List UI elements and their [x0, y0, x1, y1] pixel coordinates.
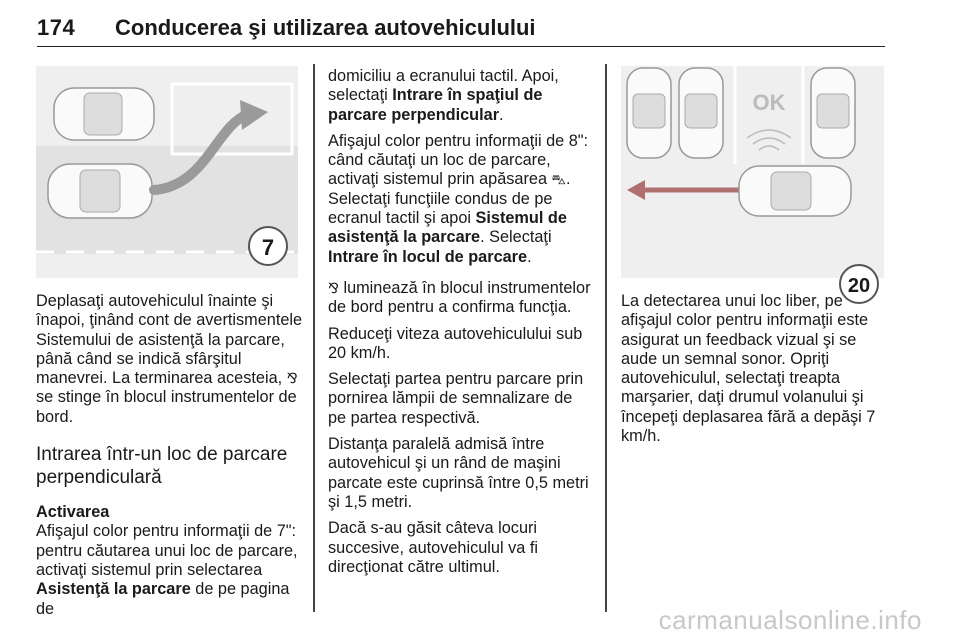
- left-column: [36, 292, 304, 626]
- figure-number-badge: 20: [839, 264, 879, 304]
- car-sensor-icon: ⛍: [551, 171, 566, 188]
- moving-car: [48, 164, 152, 218]
- page-title: Conducerea şi utilizarea autovehiculului: [115, 15, 536, 40]
- paragraph: Afişajul color pentru informaţii de 8": când căutaţi un loc de parcare, activaţi sistemul prin apăsarea ⛍. Selectaţi funcţiile condus de pe ecranul tactil şi apoi Sistemul de asistenţă la parcare. Selectaţi Intrare în locul de parcare.: [328, 131, 589, 266]
- parking-assist-icon: ⅋: [328, 279, 339, 296]
- moving-car: [739, 166, 851, 216]
- figure-parking-space-detected: [621, 66, 884, 297]
- ok-label: OK: [752, 90, 786, 115]
- paragraph: La detectarea unui loc liber, pe afişajul color pentru informaţii este asigurat un feedback vizual şi se aude un semnal sonor. Opriţi autovehiculul, selectaţi treapta marşarier, daţi drumul volanului şi începeţi deplasarea fără a depăşi 7 km/h.: [621, 292, 876, 446]
- middle-column: [328, 67, 594, 584]
- paragraph: Deplasaţi autovehiculul înainte şi înapoi, ţinând cont de avertismentele Sistemului de asistenţă la parcare, până când se indică sfârşitul manevrei. La terminarea acesteia, ⅋ se stinge în blocul instrumentelor de bord.: [36, 292, 303, 426]
- page-header: [37, 6, 885, 47]
- column-divider: [313, 64, 315, 612]
- right-column: [621, 292, 887, 453]
- parking-assist-icon: ⅋: [286, 370, 298, 387]
- paragraph: Dacă s-au găsit câteva locuri succesive, autovehiculul va fi direcţionat către ultimul.: [328, 519, 538, 576]
- parked-car: [54, 88, 154, 140]
- figure-number-badge: 7: [248, 226, 288, 266]
- page-number: 174: [37, 15, 76, 40]
- paragraph: Selectaţi partea pentru parcare prin pornirea lămpii de semnalizare de pe partea respectivă.: [328, 370, 584, 427]
- subheading: Activarea: [36, 503, 110, 522]
- section-heading: Intrarea într-un loc de parcare perpendiculară: [36, 444, 288, 489]
- paragraph: Reduceţi viteza autovehiculului sub 20 km/h.: [328, 324, 583, 362]
- parking-detection-illustration: [621, 66, 884, 278]
- paragraph: ⅋ luminează în blocul instrumentelor de bord pentru a confirma funcţia.: [328, 278, 591, 317]
- paragraph: domiciliu a ecranului tactil. Apoi, selectaţi Intrare în spaţiul de parcare perpendicular.: [328, 67, 559, 124]
- paragraph: Distanţa paralelă admisă între autovehicul şi un rând de maşini parcate este cuprinsă între 0,5 metri şi 1,5 metri.: [328, 435, 589, 511]
- figure-perpendicular-parking-exit: [36, 66, 298, 278]
- column-divider: [605, 64, 607, 612]
- watermark: carmanualsonline.info: [658, 605, 922, 635]
- paragraph: Afişajul color pentru informaţii de 7": pentru căutarea unui loc de parcare, activaţi sistemul prin selectarea Asistenţă la parcare de pe pagina de: [36, 522, 298, 618]
